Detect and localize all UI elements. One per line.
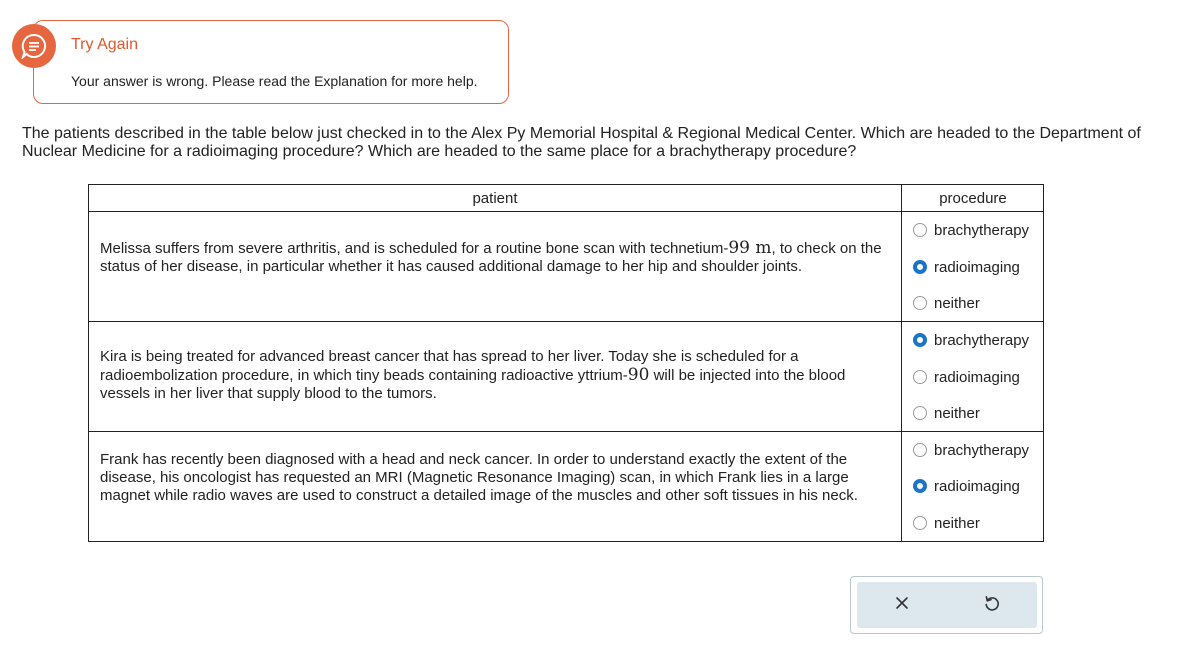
column-divider xyxy=(901,185,902,541)
procedure-column-header: procedure xyxy=(939,190,1007,207)
chat-bubble-icon xyxy=(12,24,56,68)
option-melissa-brachytherapy[interactable]: brachytherapy xyxy=(913,220,1029,240)
undo-button[interactable] xyxy=(947,582,1037,628)
option-kira-radioimaging[interactable]: radioimaging xyxy=(913,367,1020,387)
radio-button[interactable] xyxy=(913,296,927,310)
radio-button[interactable] xyxy=(913,406,927,420)
radio-button[interactable] xyxy=(913,223,927,237)
radio-button[interactable] xyxy=(913,333,927,347)
patient-column-header: patient xyxy=(472,190,518,207)
answer-action-panel xyxy=(850,576,1043,634)
option-frank-brachytherapy[interactable]: brachytherapy xyxy=(913,440,1029,460)
row-divider xyxy=(89,321,1043,322)
clear-button[interactable] xyxy=(857,582,947,628)
option-frank-radioimaging[interactable]: radioimaging xyxy=(913,476,1020,496)
close-icon xyxy=(895,596,909,615)
radio-button[interactable] xyxy=(913,479,927,493)
header-divider xyxy=(89,211,1043,212)
isotope-mass-number: 90 xyxy=(627,365,650,385)
radio-button[interactable] xyxy=(913,516,927,530)
option-frank-neither[interactable]: neither xyxy=(913,513,980,533)
isotope-mass-number: 99 m xyxy=(728,238,772,258)
alert-message: Your answer is wrong. Please read the Explanation for more help. xyxy=(71,73,478,89)
alert-box xyxy=(33,20,509,104)
undo-icon xyxy=(983,594,1001,617)
patient-description-frank: Frank has recently been diagnosed with a head and neck cancer. In order to understand exactly the extent of the disease, his oncologist has requested an MRI (Magnetic Resonance Imaging) scan, in which Frank lies in a large magnet while radio waves are used to construct a detailed image of the muscles and other soft tissues in his neck. xyxy=(100,451,858,504)
option-kira-neither[interactable]: neither xyxy=(913,403,980,423)
row-divider xyxy=(89,431,1043,432)
question-text: The patients described in the table below just checked in to the Alex Py Memorial Hospital & Regional Medical Center. Which are headed to the Department of Nuclear Medicine for a radioimaging procedure? Which are headed to the same place for a brachytherapy procedure? xyxy=(22,125,1141,160)
option-kira-brachytherapy[interactable]: brachytherapy xyxy=(913,330,1029,350)
option-melissa-neither[interactable]: neither xyxy=(913,293,980,313)
radio-button[interactable] xyxy=(913,443,927,457)
alert-title: Try Again xyxy=(71,36,138,53)
action-button-bar xyxy=(857,582,1037,628)
radio-button[interactable] xyxy=(913,370,927,384)
patient-description-kira: Kira is being treated for advanced breast cancer that has spread to her liver. Today she is scheduled for a radioembolization procedure, in which tiny beads containing radioactive yttrium-90 will be injected into the blood vessels in her liver that supply blood to the tumors. xyxy=(100,348,846,402)
patient-procedure-table xyxy=(88,184,1044,542)
radio-button[interactable] xyxy=(913,260,927,274)
patient-description-melissa: Melissa suffers from severe arthritis, and is scheduled for a routine bone scan with technetium-99 m, to check on the status of her disease, in particular whether it has caused additional damage to her hip and shoulder joints. xyxy=(100,238,882,275)
option-melissa-radioimaging[interactable]: radioimaging xyxy=(913,257,1020,277)
